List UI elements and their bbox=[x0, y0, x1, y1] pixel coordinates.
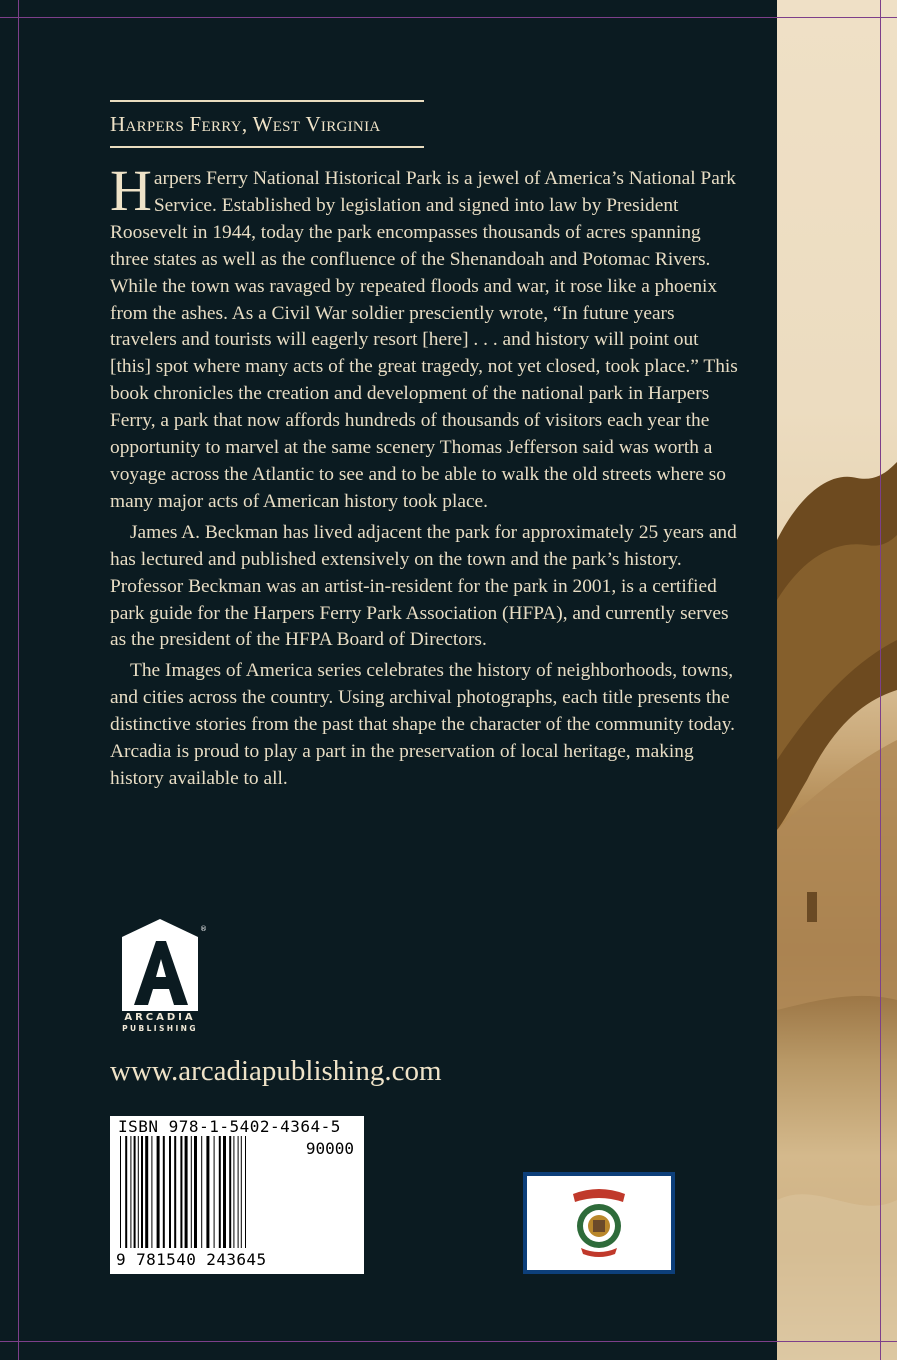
barcode-bar bbox=[157, 1136, 160, 1248]
river-valley-photo bbox=[777, 0, 897, 1360]
book-description bbox=[110, 158, 740, 793]
title-rule-bottom bbox=[110, 146, 424, 148]
barcode-bar bbox=[134, 1136, 136, 1248]
description-paragraph-1 bbox=[110, 158, 740, 516]
state-seal-icon bbox=[527, 1176, 671, 1270]
flag-field bbox=[527, 1176, 671, 1270]
barcode-digits: 9 781540 243645 bbox=[116, 1250, 267, 1269]
isbn-barcode bbox=[110, 1116, 364, 1274]
barcode-bar bbox=[191, 1136, 192, 1248]
description-paragraph-1-text: arpers Ferry National Historical Park is a jewel of America’s National Park Service. Established by legislation and signed into law by President Roosevelt in 1944, today the park encompasses thousands of acres spanning three states as well as the confluence of the Shenandoah and Potomac Rivers. While the town was ravaged by repeated floods and war, it rose like a phoenix from the ashes. As a Civil War soldier presciently wrote, “In future years travelers and tourists will eagerly resort [here] . . . and history will point out [this] spot where many acts of the great tragedy, not yet closed, took place.” This book chronicles the creation and development of the national park in Harpers Ferry, a park that now affords hundreds of thousands of visitors each year the opportunity to marvel at the same scenery Thomas Jefferson said was worth a voyage across the Atlantic to see and to be able to walk the old streets where so many major acts of American history took place. bbox=[110, 168, 738, 512]
barcode-bar bbox=[125, 1136, 127, 1248]
barcode-bars bbox=[118, 1136, 358, 1250]
barcode-bar bbox=[120, 1136, 121, 1248]
barcode-bar bbox=[201, 1136, 202, 1248]
barcode-bar bbox=[229, 1136, 231, 1248]
barcode-bar bbox=[141, 1136, 143, 1248]
barcode-bar bbox=[194, 1136, 197, 1248]
registered-mark: ® bbox=[200, 925, 207, 933]
publisher-name-line-1: ARCADIA bbox=[124, 1012, 196, 1023]
title-rule-top bbox=[110, 100, 424, 102]
barcode-bar bbox=[185, 1136, 188, 1248]
series-paragraph: The Images of America series celebrates the history of neighborhoods, towns, and cities across the country. Using archival photographs, each title presents the distinctive stories from the past that shape the character of the community today. Arcadia is proud to play a part in the preservation of local heritage, making history available to all. bbox=[110, 660, 735, 789]
barcode-bar bbox=[206, 1136, 209, 1248]
barcode-bar bbox=[151, 1136, 152, 1248]
barcode-bar bbox=[163, 1136, 165, 1248]
barcode-bar bbox=[238, 1136, 239, 1248]
drop-cap: H bbox=[110, 158, 152, 223]
barcode-bar bbox=[219, 1136, 221, 1248]
barcode-bar bbox=[233, 1136, 234, 1248]
barcode-bar bbox=[145, 1136, 148, 1248]
west-virginia-flag-icon bbox=[523, 1172, 675, 1274]
publisher-name-line-2: PUBLISHING bbox=[122, 1024, 198, 1033]
isbn-number: ISBN 978-1-5402-4364-5 bbox=[118, 1117, 341, 1136]
barcode-bar bbox=[214, 1136, 215, 1248]
author-bio-paragraph: James A. Beckman has lived adjacent the park for approximately 25 years and has lectured and published extensively on the town and the park’s history. Professor Beckman was an artist-in-resident for the park in 2001, is a certified park guide for the Harpers Ferry Park Association (HFPA), and currently serves as the president of the HFPA Board of Directors. bbox=[110, 521, 737, 651]
barcode-bar bbox=[223, 1136, 226, 1248]
barcode-bar bbox=[241, 1136, 242, 1248]
series-title: Harpers Ferry, West Virginia bbox=[110, 112, 381, 136]
price-code: 90000 bbox=[305, 1139, 354, 1158]
barcode-bar bbox=[180, 1136, 182, 1248]
barcode-bar bbox=[174, 1136, 176, 1248]
barcode-bar bbox=[138, 1136, 139, 1248]
barcode-bar bbox=[169, 1136, 171, 1248]
barcode-bar bbox=[130, 1136, 131, 1248]
barcode-bar bbox=[245, 1136, 246, 1248]
publisher-website[interactable]: www.arcadiapublishing.com bbox=[110, 1055, 442, 1087]
